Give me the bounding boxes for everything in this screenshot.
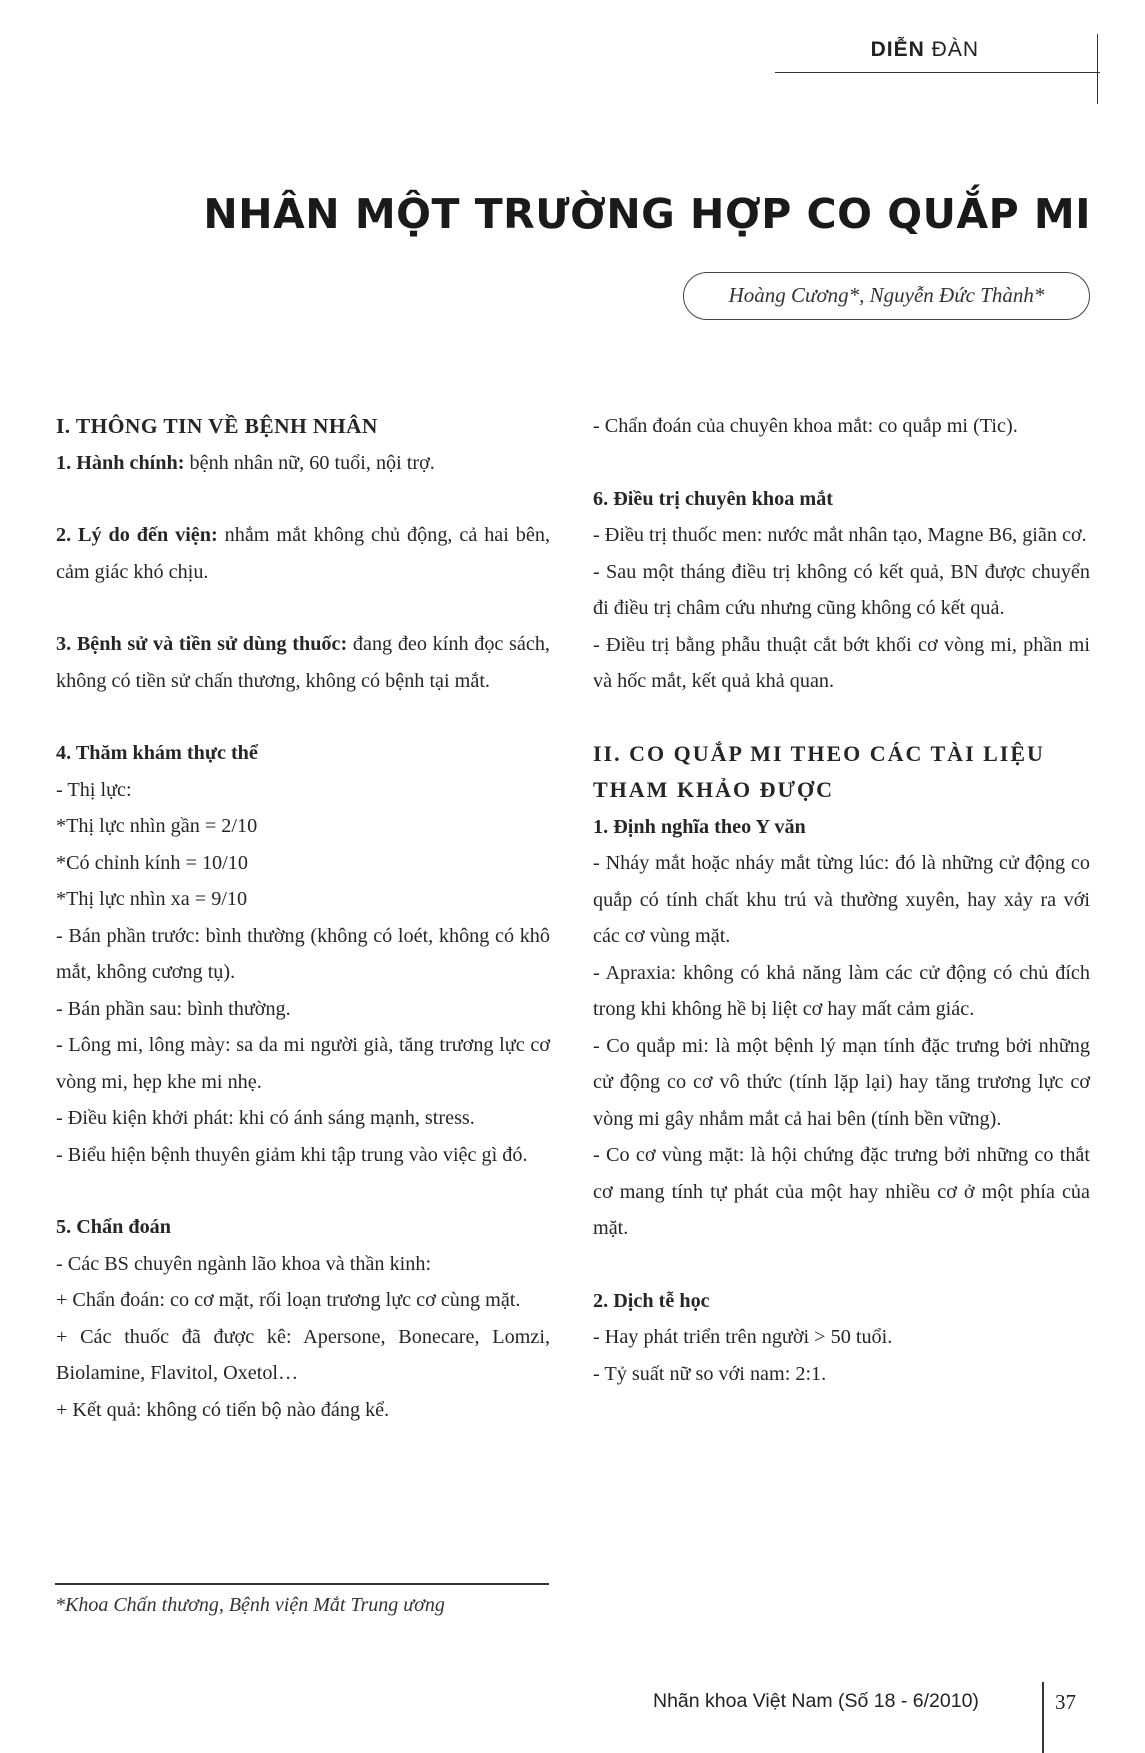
list-item: + Chẩn đoán: co cơ mặt, rối loạn trương lực cơ cùng mặt. [56,1289,521,1311]
list-item: - Hay phát triển trên người > 50 tuổi. [593,1326,893,1348]
section-label-bold: DIỄN [870,38,925,61]
section-label-rest: ĐÀN [931,38,979,61]
footnote: *Khoa Chấn thương, Bệnh viện Mắt Trung ương [55,1594,445,1616]
label-benh-su: 3. Bệnh sử và tiền sử dùng thuốc: [56,633,348,655]
heading-dinh-nghia: 1. Định nghĩa theo Y văn [593,815,806,838]
list-item: - Bán phần trước: bình thường (không có loét, không có khô mắt, không cương tụ). [56,924,550,983]
list-item: - Sau một tháng điều trị không có kết quả, BN được chuyển đi điều trị châm cứu nhưng cũng không có kết quả. [593,560,1090,619]
list-item: *Thị lực nhìn gần = 2/10 [56,815,258,837]
list-item: - Tỷ suất nữ so với nam: 2:1. [593,1362,827,1385]
text-benh-su: đang đeo kính đọc sách, không có tiền sử chấn thương, không có bệnh tại mắt. [56,633,550,692]
paragraph-benh-su [56,626,550,699]
paragraph-ly-do [56,517,550,590]
list-item: - Các BS chuyên ngành lão khoa và thần kinh: [56,1252,432,1275]
authors-box: Hoàng Cương*, Nguyễn Đức Thành* [683,272,1090,320]
article-title: NHÂN MỘT TRƯỜNG HỢP CO QUẮP MI [203,190,1091,238]
section-2-heading: II. CO QUẮP MI THEO CÁC TÀI LIỆU THAM KHẢO ĐƯỢC [593,740,1045,802]
list-item: - Biểu hiện bệnh thuyên giảm khi tập trung vào việc gì đó. [56,1143,528,1166]
list-item: - Nháy mắt hoặc nháy mắt từng lúc: đó là những cử động co quắp có tính chất khu trú và thường xuyên, hay xảy ra với các cơ vùng mặt. [593,852,1090,947]
list-item: + Các thuốc đã được kê: Apersone, Bonecare, Lomzi, Biolamine, Flavitol, Oxetol… [56,1325,550,1384]
list-item: - Co cơ vùng mặt: là hội chứng đặc trưng bởi những co thắt cơ mang tính tự phát của một hay nhiều cơ ở một phía của mặt. [593,1144,1090,1239]
heading-dich-te: 2. Dịch tễ học [593,1289,710,1312]
heading-chan-doan: 5. Chẩn đoán [56,1216,172,1238]
right-column [593,408,1090,1392]
list-item: - Co quắp mi: là một bệnh lý mạn tính đặc trưng bởi những cử động co cơ vô thức (tính lặp lại) hay tăng trương lực cơ vòng mi gây nhắm mắt cả hai bên (tính bền vững). [593,1034,1090,1130]
text-hanh-chinh: bệnh nhân nữ, 60 tuổi, nội trợ. [184,451,435,474]
paragraph-hanh-chinh [56,445,550,482]
list-item: *Có chỉnh kính = 10/10 [56,851,248,874]
label-ly-do: 2. Lý do đến viện: [56,524,218,546]
list-item: - Bán phần sau: bình thường. [56,997,291,1020]
list-item: - Thị lực: [56,778,132,801]
label-hanh-chinh: 1. Hành chính: [56,451,185,474]
journal-citation: Nhãn khoa Việt Nam (Số 18 - 6/2010) [653,1690,979,1712]
list-item: - Chẩn đoán của chuyên khoa mắt: co quắp mi (Tic). [593,415,1018,437]
footer-vertical-rule [1042,1682,1044,1753]
list-item: - Điều trị bằng phẫu thuật cắt bớt khối cơ vòng mi, phần mi và hốc mắt, kết quả khả quan. [593,633,1090,692]
left-column [56,408,550,1428]
section-label [871,38,979,62]
page-number: 37 [1055,1690,1076,1714]
list-item: - Điều trị thuốc men: nước mắt nhân tạo, Magne B6, giãn cơ. [593,524,1087,546]
text-ly-do: nhắm mắt không chủ động, cả hai bên, cảm giác khó chịu. [56,524,550,583]
header-rule [775,72,1100,73]
heading-dieu-tri: 6. Điều trị chuyên khoa mắt [593,487,834,510]
list-item: - Lông mi, lông mày: sa da mi người già, tăng trương lực cơ vòng mi, hẹp khe mi nhẹ. [56,1034,550,1093]
heading-tham-kham: 4. Thăm khám thực thể [56,742,258,764]
section-1-heading: I. THÔNG TIN VỀ BỆNH NHÂN [56,414,378,438]
header-vertical-rule [1097,34,1098,104]
list-item: *Thị lực nhìn xa = 9/10 [56,888,248,910]
footnote-rule [55,1583,549,1585]
list-item: + Kết quả: không có tiến bộ nào đáng kể. [56,1398,390,1421]
list-item: - Apraxia: không có khả năng làm các cử động có chủ đích trong khi không hề bị liệt cơ hay mất cảm giác. [593,961,1090,1020]
list-item: - Điều kiện khởi phát: khi có ánh sáng mạnh, stress. [56,1107,475,1129]
